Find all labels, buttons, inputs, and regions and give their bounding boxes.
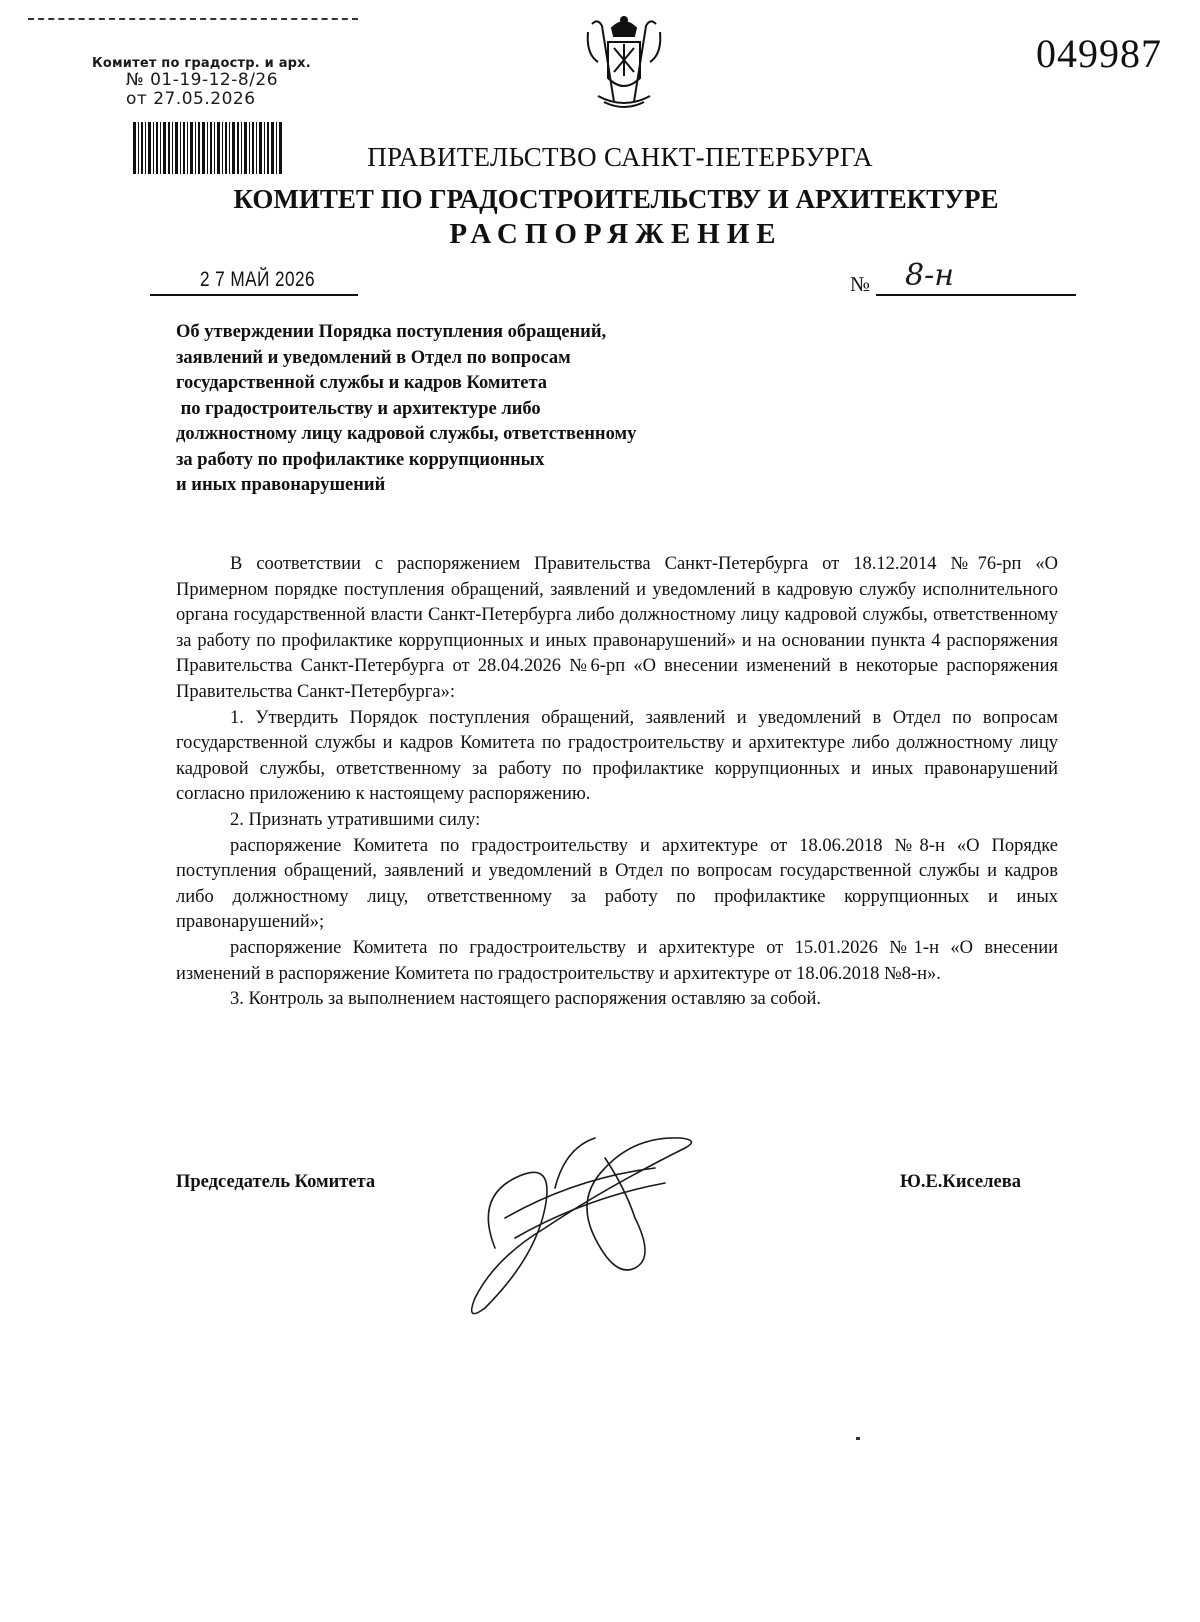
document-date: 2 7 МАЙ 2026 <box>200 268 315 291</box>
body-paragraph: 1. Утвердить Порядок поступления обращений, заявлений и уведомлений в Отдел по вопросам государственной службы и кадров Комитета по градостроительству и архитектуре либо должностному лицу кадровой службы, ответственному за работу по профилактике коррупционных и иных правонарушений согласно приложению к настоящему распоряжению. <box>176 707 1058 805</box>
subject-line: заявлений и уведомлений в Отдел по вопросам <box>176 347 571 368</box>
speck <box>856 1437 860 1440</box>
subject-line: по градостроительству и архитектуре либо <box>176 398 541 419</box>
subject-line: должностному лицу кадровой службы, ответственному <box>176 424 637 444</box>
body-paragraph: распоряжение Комитета по градостроительству и архитектуре от 18.06.2018 №8-н «О Порядке поступления обращений, заявлений и уведомлений в Отдел по вопросам государственной службы и кадров либо должностному лицу, ответственному за работу по профилактике коррупционных и иных правонарушений»; <box>176 835 1058 933</box>
subject-line: и иных правонарушений <box>176 475 386 495</box>
handwritten-number: 8-н <box>905 258 954 293</box>
subject-line: за работу по профилактике коррупционных <box>176 449 545 470</box>
body-paragraph: распоряжение Комитета по градостроительству и архитектуре от 15.01.2026 №1-н «О внесении изменений в распоряжение Комитета по градостроительству и архитектуре от 18.06.2018 №8-н». <box>176 937 1058 984</box>
stamp-reg-number: № 01-19-12-8/26 <box>126 70 279 90</box>
body-paragraph: 2. Признать утратившими силу: <box>230 809 481 830</box>
st-petersburg-coat-of-arms-icon <box>574 14 674 114</box>
subject-line: Об утверждении Порядка поступления обращений, <box>176 322 607 342</box>
stamp-reg-date: от 27.05.2026 <box>126 89 256 109</box>
top-dashed-rule <box>28 18 358 20</box>
committee-name: КОМИТЕТ ПО ГРАДОСТРОИТЕЛЬСТВУ И АРХИТЕКТУРЕ <box>233 184 999 214</box>
signatory-title: Председатель Комитета <box>176 1172 376 1192</box>
subject-line: государственной службы и кадров Комитета <box>176 373 548 393</box>
registration-stamp <box>92 56 337 109</box>
document-body <box>176 552 1058 1013</box>
number-label: № <box>850 272 871 296</box>
handwritten-signature <box>455 1118 695 1328</box>
stamp-org: Комитет по градостр. и арх. <box>92 56 311 71</box>
subject-block <box>176 320 816 499</box>
document-number: 049987 <box>1036 31 1162 76</box>
body-paragraph: В соответствии с распоряжением Правительства Санкт-Петербурга от 18.12.2014 №76-рп «О Примерном порядке поступления обращений, заявлений и уведомлений в кадровую службу исполнительного органа государственной власти Санкт-Петербурга либо должностному лицу кадровой службы, ответственному за работу по профилактике коррупционных и иных правонарушений» и на основании пункта 4 распоряжения Правительства Санкт-Петербурга от 28.04.2026 №6-рп «О внесении изменений в некоторые распоряжения Правительства Санкт-Петербурга»: <box>176 554 1058 702</box>
signatory-name: Ю.Е.Киселева <box>900 1172 1021 1192</box>
document-type: РАСПОРЯЖЕНИЕ <box>449 218 783 250</box>
government-name: ПРАВИТЕЛЬСТВО САНКТ-ПЕТЕРБУРГА <box>367 142 873 172</box>
body-paragraph: 3. Контроль за выполнением настоящего распоряжения оставляю за собой. <box>230 989 822 1010</box>
